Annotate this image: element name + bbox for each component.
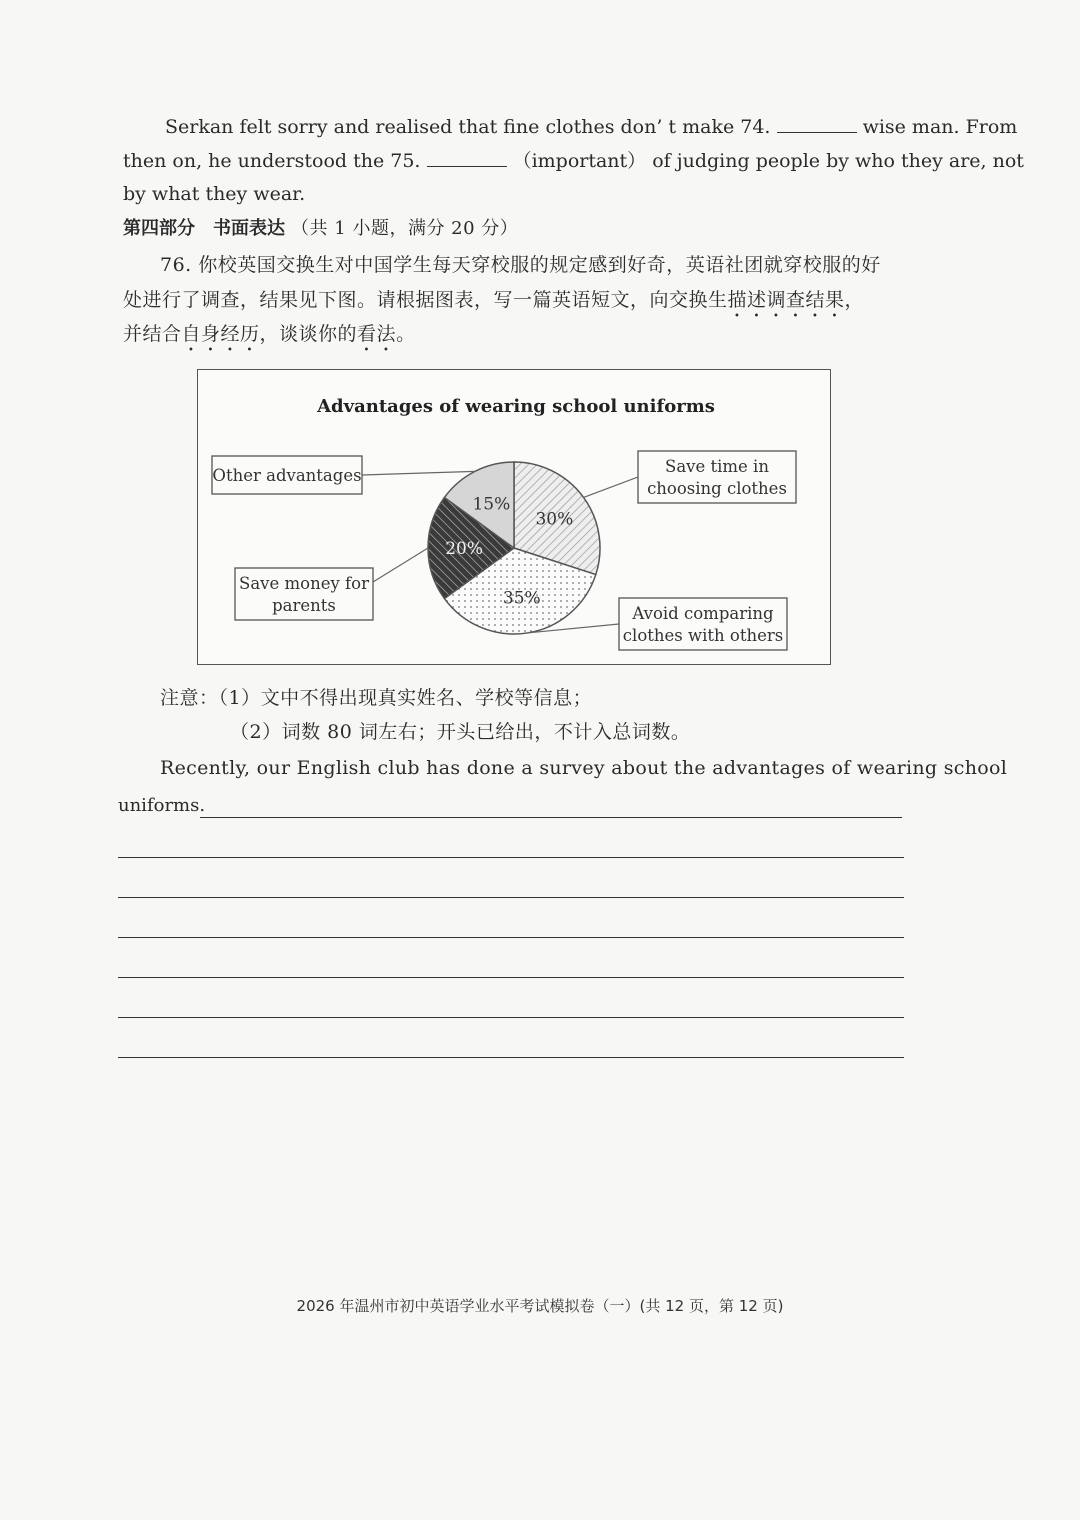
callout-label: clothes with others	[622, 626, 784, 645]
writing-line[interactable]	[118, 897, 904, 898]
question-text: 并结合	[123, 323, 182, 345]
callout-label: choosing clothes	[647, 479, 787, 498]
section-score-note: （共 1 小题，满分 20 分）	[291, 218, 519, 239]
passage-text: Serkan felt sorry and realised that fine clothes don’ t make 74.	[165, 116, 771, 138]
question-line-3	[123, 322, 416, 356]
answer-blank-75[interactable]	[427, 148, 507, 167]
callout-label: Other advantages	[212, 466, 362, 485]
callout-label: Save time in	[665, 457, 769, 476]
slice-value-label: 30%	[535, 509, 574, 530]
section-heading	[123, 216, 518, 241]
slice-value-label: 35%	[502, 588, 541, 609]
writing-start-line-1: Recently, our English club has done a survey about the advantages of wearing school	[160, 757, 1008, 779]
note-line-1: 注意：（1）文中不得出现真实姓名、学校等信息；	[160, 687, 593, 709]
note-line-2: （2）词数 80 词左右；开头已给出，不计入总词数。	[230, 721, 691, 743]
writing-line[interactable]	[118, 857, 904, 858]
writing-line[interactable]	[200, 817, 902, 818]
chart-title: Advantages of wearing school uniforms	[317, 396, 715, 417]
passage-line-3: by what they wear.	[123, 183, 306, 205]
writing-line[interactable]	[118, 1017, 904, 1018]
question-line-1: 76. 你校英国交换生对中国学生每天穿校服的规定感到好奇，英语社团就穿校服的好	[160, 254, 881, 276]
slice-value-label: 20%	[445, 539, 484, 559]
writing-line[interactable]	[118, 977, 904, 978]
passage-line-1	[165, 114, 1017, 139]
section-title: 第四部分 书面表达	[123, 218, 285, 239]
callout-label: Save money for	[239, 574, 369, 593]
writing-line[interactable]	[118, 1057, 904, 1058]
leader-line	[362, 471, 475, 475]
writing-line[interactable]	[118, 937, 904, 938]
passage-text: （important） of judging people by who they are, not	[512, 150, 1024, 172]
callout-label: Avoid comparing	[632, 604, 774, 623]
slice-value-label: 15%	[472, 494, 511, 515]
question-text: 。	[396, 323, 416, 345]
chart-frame	[197, 369, 831, 665]
question-text: ，	[844, 289, 865, 311]
callout-label: parents	[272, 596, 336, 615]
question-line-2	[123, 288, 864, 322]
passage-text: wise man. From	[862, 116, 1018, 138]
passage-line-2	[123, 148, 1024, 173]
leader-line	[584, 477, 638, 497]
writing-start-line-2: uniforms.	[118, 795, 206, 816]
emphasis-text: 自身经历	[181, 323, 260, 345]
question-text: ，谈谈你的	[259, 323, 358, 345]
leader-line	[373, 548, 428, 582]
answer-blank-74[interactable]	[777, 114, 857, 133]
emphasis-text: 看法	[357, 323, 397, 345]
question-text: 处进行了调查，结果见下图。请根据图表，写一篇英语短文，向交换生	[123, 289, 728, 311]
emphasis-text: 描述调查结果	[727, 289, 845, 311]
page-footer: 2026 年温州市初中英语学业水平考试模拟卷（一）(共 12 页，第 12 页)	[296, 1297, 784, 1315]
passage-text: then on, he understood the 75.	[123, 150, 421, 172]
pie-chart	[198, 370, 830, 664]
